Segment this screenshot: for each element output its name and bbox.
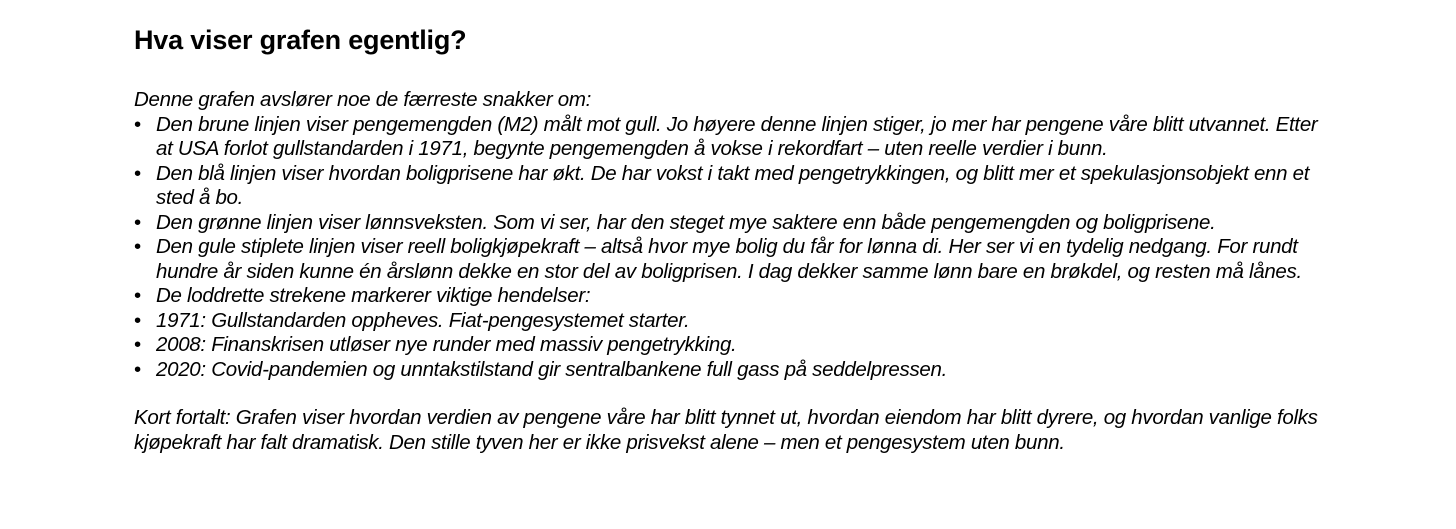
bullet-green-line: • Den grønne linjen viser lønnsveksten. Som vi ser, har den steget mye saktere enn både pengemengden og boligprisene.: [134, 211, 1334, 236]
summary-paragraph: Kort fortalt: Grafen viser hvordan verdien av pengene våre har blitt tynnet ut, hvordan eiendom har blitt dyrere, og hvordan vanlige folks kjøpekraft har falt dramatisk. Den stille tyven her er ikke prisvekst alene – men et pengesystem uten bunn.: [134, 406, 1318, 454]
bullet-brown-line: • Den brune linjen viser pengemengden (M2) målt mot gull. Jo høyere denne linjen stiger, jo mer har pengene våre blitt utvannet. Etter at USA forlot gullstandarden i 1971, begynte pengemengden å vokse i rekordfart – uten reelle verdier i bunn.: [134, 113, 1334, 162]
bullet-list: [134, 113, 1334, 383]
bullet-vertical-markers: • De loddrette strekene markerer viktige hendelser:: [134, 284, 1334, 309]
bullet-event-2008: • 2008: Finanskrisen utløser nye runder med massiv pengetrykking.: [134, 333, 1334, 358]
intro-paragraph: Denne grafen avslører noe de færreste snakker om:: [134, 88, 592, 111]
bullet-blue-line: • Den blå linjen viser hvordan boligprisene har økt. De har vokst i takt med pengetrykkingen, og blitt mer et spekulasjonsobjekt enn et sted å bo.: [134, 162, 1334, 211]
section-heading: Hva viser grafen egentlig?: [134, 25, 467, 55]
bullet-event-2020: • 2020: Covid-pandemien og unntakstilstand gir sentralbankene full gass på seddelpressen.: [134, 358, 1334, 383]
bullet-event-1971: • 1971: Gullstandarden oppheves. Fiat-pengesystemet starter.: [134, 309, 1334, 334]
article: [134, 22, 1334, 455]
article-body: [134, 88, 1334, 455]
bullet-yellow-dashed-line: • Den gule stiplete linjen viser reell boligkjøpekraft – altså hvor mye bolig du får for lønna di. Her ser vi en tydelig nedgang. For rundt hundre år siden kunne én årslønn dekke en stor del av boligprisen. I dag dekker samme lønn bare en brøkdel, og resten må lånes.: [134, 235, 1334, 284]
